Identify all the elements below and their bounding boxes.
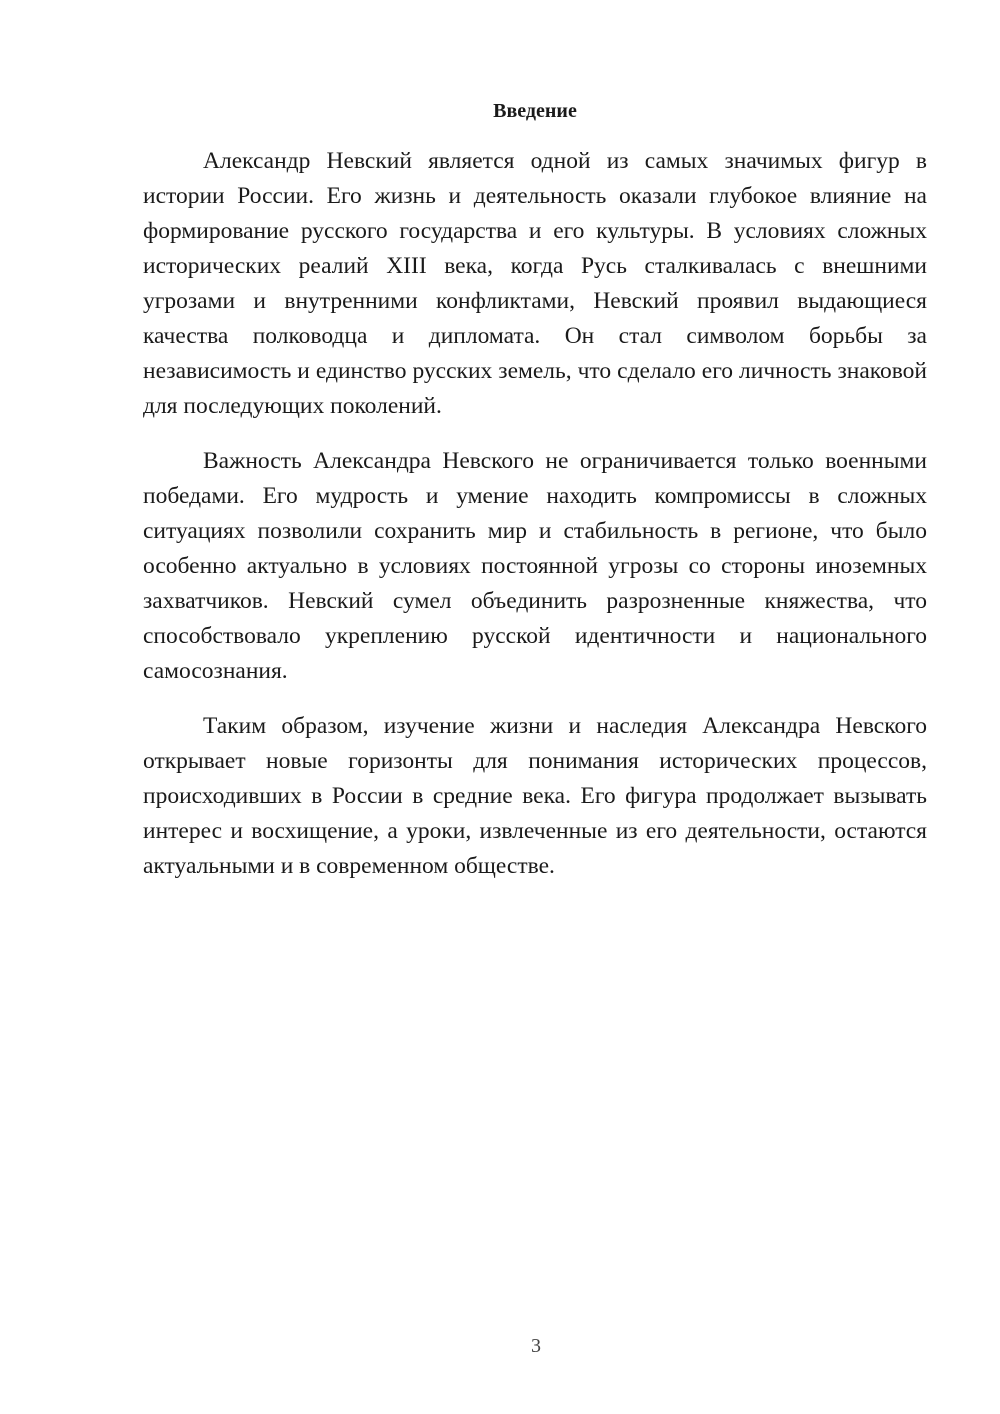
paragraph-2: Важность Александра Невского не ограничивается только военными победами. Его мудрость и умение находить компромиссы в сложных ситуациях позволили сохранить мир и стабильность в регионе, что было особенно актуально в условиях постоянной угрозы со стороны иноземных захватчиков. Невский сумел объединить разрозненные княжества, что способствовало укреплению русской идентичности и национального самосознания. <box>143 448 927 684</box>
page-number: 3 <box>531 1335 541 1357</box>
section-heading: Введение <box>493 100 577 122</box>
body-text <box>143 144 927 884</box>
paragraph-1: Александр Невский является одной из самых значимых фигур в истории России. Его жизнь и деятельность оказали глубокое влияние на формирование русского государства и его культуры. В условиях сложных исторических реалий XIII века, когда Русь сталкивалась с внешними угрозами и внутренними конфликтами, Невский проявил выдающиеся качества полководца и дипломата. Он стал символом борьбы за независимость и единство русских земель, что сделало его личность знаковой для последующих поколений. <box>143 148 927 419</box>
paragraph-3: Таким образом, изучение жизни и наследия Александра Невского открывает новые горизонты для понимания исторических процессов, происходивших в России в средние века. Его фигура продолжает вызывать интерес и восхищение, а уроки, извлеченные из его деятельности, остаются актуальными и в современном обществе. <box>143 713 927 879</box>
